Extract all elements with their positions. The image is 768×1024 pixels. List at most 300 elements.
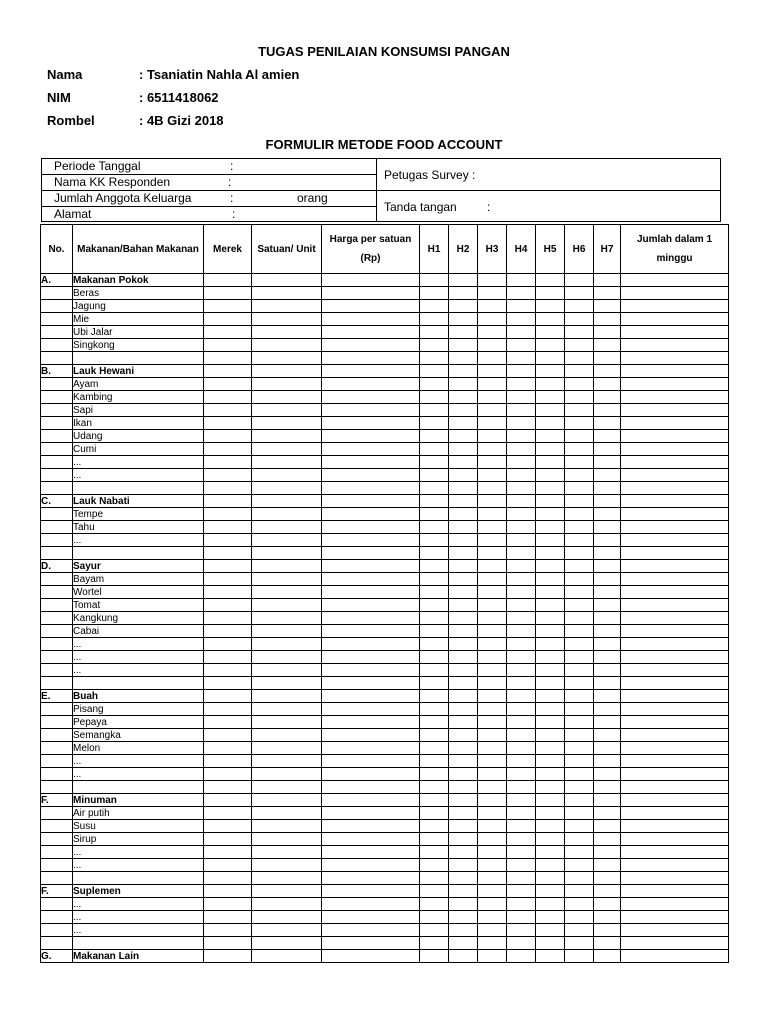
- entry-cell[interactable]: [565, 274, 594, 287]
- entry-cell[interactable]: [420, 755, 449, 768]
- entry-cell[interactable]: [322, 326, 420, 339]
- entry-cell[interactable]: [621, 781, 729, 794]
- entry-cell[interactable]: [420, 417, 449, 430]
- entry-cell[interactable]: [322, 664, 420, 677]
- entry-cell[interactable]: [449, 339, 478, 352]
- entry-cell[interactable]: [204, 638, 252, 651]
- entry-cell[interactable]: [322, 703, 420, 716]
- entry-cell[interactable]: [204, 274, 252, 287]
- entry-cell[interactable]: [478, 820, 507, 833]
- entry-cell[interactable]: [507, 482, 536, 495]
- entry-cell[interactable]: [252, 859, 322, 872]
- entry-cell[interactable]: [565, 664, 594, 677]
- entry-cell[interactable]: [594, 625, 621, 638]
- entry-cell[interactable]: [478, 274, 507, 287]
- entry-cell[interactable]: [449, 755, 478, 768]
- entry-cell[interactable]: [449, 768, 478, 781]
- entry-cell[interactable]: [252, 950, 322, 963]
- entry-cell[interactable]: [252, 599, 322, 612]
- entry-cell[interactable]: [322, 729, 420, 742]
- entry-cell[interactable]: [478, 807, 507, 820]
- entry-cell[interactable]: [252, 274, 322, 287]
- entry-cell[interactable]: [507, 326, 536, 339]
- entry-cell[interactable]: [507, 469, 536, 482]
- entry-cell[interactable]: [204, 612, 252, 625]
- entry-cell[interactable]: [252, 469, 322, 482]
- entry-cell[interactable]: [204, 924, 252, 937]
- entry-cell[interactable]: [478, 495, 507, 508]
- entry-cell[interactable]: [420, 287, 449, 300]
- entry-cell[interactable]: [594, 638, 621, 651]
- entry-cell[interactable]: [252, 794, 322, 807]
- entry-cell[interactable]: [478, 768, 507, 781]
- entry-cell[interactable]: [621, 937, 729, 950]
- entry-cell[interactable]: [204, 417, 252, 430]
- entry-cell[interactable]: [594, 781, 621, 794]
- entry-cell[interactable]: [621, 365, 729, 378]
- entry-cell[interactable]: [322, 274, 420, 287]
- entry-cell[interactable]: [536, 833, 565, 846]
- entry-cell[interactable]: [322, 677, 420, 690]
- entry-cell[interactable]: [594, 716, 621, 729]
- entry-cell[interactable]: [536, 768, 565, 781]
- entry-cell[interactable]: [565, 287, 594, 300]
- entry-cell[interactable]: [621, 859, 729, 872]
- entry-cell[interactable]: [420, 833, 449, 846]
- entry-cell[interactable]: [204, 586, 252, 599]
- entry-cell[interactable]: [594, 456, 621, 469]
- entry-cell[interactable]: [507, 495, 536, 508]
- entry-cell[interactable]: [565, 378, 594, 391]
- entry-cell[interactable]: [252, 326, 322, 339]
- entry-cell[interactable]: [621, 820, 729, 833]
- entry-cell[interactable]: [565, 924, 594, 937]
- entry-cell[interactable]: [594, 859, 621, 872]
- entry-cell[interactable]: [594, 742, 621, 755]
- entry-cell[interactable]: [565, 937, 594, 950]
- entry-cell[interactable]: [536, 898, 565, 911]
- entry-cell[interactable]: [536, 885, 565, 898]
- entry-cell[interactable]: [449, 560, 478, 573]
- entry-cell[interactable]: [565, 755, 594, 768]
- entry-cell[interactable]: [536, 807, 565, 820]
- entry-cell[interactable]: [420, 703, 449, 716]
- entry-cell[interactable]: [252, 768, 322, 781]
- entry-cell[interactable]: [507, 404, 536, 417]
- entry-cell[interactable]: [536, 703, 565, 716]
- entry-cell[interactable]: [420, 768, 449, 781]
- entry-cell[interactable]: [252, 742, 322, 755]
- entry-cell[interactable]: [478, 729, 507, 742]
- entry-cell[interactable]: [322, 456, 420, 469]
- entry-cell[interactable]: [478, 326, 507, 339]
- entry-cell[interactable]: [507, 820, 536, 833]
- entry-cell[interactable]: [204, 599, 252, 612]
- entry-cell[interactable]: [252, 313, 322, 326]
- entry-cell[interactable]: [507, 651, 536, 664]
- entry-cell[interactable]: [420, 638, 449, 651]
- entry-cell[interactable]: [449, 300, 478, 313]
- entry-cell[interactable]: [621, 443, 729, 456]
- entry-cell[interactable]: [565, 547, 594, 560]
- entry-cell[interactable]: [449, 729, 478, 742]
- entry-cell[interactable]: [507, 586, 536, 599]
- entry-cell[interactable]: [252, 573, 322, 586]
- entry-cell[interactable]: [322, 612, 420, 625]
- entry-cell[interactable]: [594, 703, 621, 716]
- entry-cell[interactable]: [478, 300, 507, 313]
- entry-cell[interactable]: [565, 898, 594, 911]
- entry-cell[interactable]: [594, 820, 621, 833]
- entry-cell[interactable]: [420, 443, 449, 456]
- entry-cell[interactable]: [507, 768, 536, 781]
- entry-cell[interactable]: [420, 547, 449, 560]
- entry-cell[interactable]: [594, 469, 621, 482]
- entry-cell[interactable]: [449, 625, 478, 638]
- entry-cell[interactable]: [478, 547, 507, 560]
- entry-cell[interactable]: [478, 950, 507, 963]
- entry-cell[interactable]: [565, 950, 594, 963]
- entry-cell[interactable]: [322, 833, 420, 846]
- entry-cell[interactable]: [565, 729, 594, 742]
- entry-cell[interactable]: [252, 443, 322, 456]
- entry-cell[interactable]: [565, 768, 594, 781]
- entry-cell[interactable]: [478, 313, 507, 326]
- entry-cell[interactable]: [594, 846, 621, 859]
- entry-cell[interactable]: [565, 625, 594, 638]
- entry-cell[interactable]: [536, 677, 565, 690]
- entry-cell[interactable]: [621, 612, 729, 625]
- entry-cell[interactable]: [252, 495, 322, 508]
- entry-cell[interactable]: [507, 755, 536, 768]
- entry-cell[interactable]: [536, 339, 565, 352]
- entry-cell[interactable]: [536, 781, 565, 794]
- entry-cell[interactable]: [594, 495, 621, 508]
- entry-cell[interactable]: [621, 664, 729, 677]
- entry-cell[interactable]: [536, 651, 565, 664]
- entry-cell[interactable]: [565, 820, 594, 833]
- entry-cell[interactable]: [507, 287, 536, 300]
- entry-cell[interactable]: [478, 508, 507, 521]
- entry-cell[interactable]: [449, 716, 478, 729]
- entry-cell[interactable]: [204, 742, 252, 755]
- entry-cell[interactable]: [507, 352, 536, 365]
- entry-cell[interactable]: [252, 430, 322, 443]
- entry-cell[interactable]: [204, 833, 252, 846]
- entry-cell[interactable]: [594, 872, 621, 885]
- entry-cell[interactable]: [478, 690, 507, 703]
- entry-cell[interactable]: [478, 443, 507, 456]
- entry-cell[interactable]: [252, 287, 322, 300]
- entry-cell[interactable]: [449, 651, 478, 664]
- entry-cell[interactable]: [322, 768, 420, 781]
- entry-cell[interactable]: [478, 560, 507, 573]
- entry-cell[interactable]: [322, 534, 420, 547]
- entry-cell[interactable]: [449, 664, 478, 677]
- entry-cell[interactable]: [594, 560, 621, 573]
- entry-cell[interactable]: [252, 352, 322, 365]
- entry-cell[interactable]: [536, 404, 565, 417]
- entry-cell[interactable]: [594, 677, 621, 690]
- entry-cell[interactable]: [478, 898, 507, 911]
- entry-cell[interactable]: [507, 534, 536, 547]
- entry-cell[interactable]: [621, 417, 729, 430]
- entry-cell[interactable]: [594, 547, 621, 560]
- entry-cell[interactable]: [565, 586, 594, 599]
- entry-cell[interactable]: [322, 365, 420, 378]
- entry-cell[interactable]: [536, 950, 565, 963]
- entry-cell[interactable]: [594, 768, 621, 781]
- entry-cell[interactable]: [478, 677, 507, 690]
- entry-cell[interactable]: [621, 430, 729, 443]
- entry-cell[interactable]: [507, 937, 536, 950]
- entry-cell[interactable]: [536, 300, 565, 313]
- entry-cell[interactable]: [594, 521, 621, 534]
- entry-cell[interactable]: [621, 586, 729, 599]
- entry-cell[interactable]: [449, 326, 478, 339]
- entry-cell[interactable]: [594, 534, 621, 547]
- entry-cell[interactable]: [594, 898, 621, 911]
- entry-cell[interactable]: [594, 924, 621, 937]
- entry-cell[interactable]: [449, 430, 478, 443]
- entry-cell[interactable]: [204, 469, 252, 482]
- entry-cell[interactable]: [252, 729, 322, 742]
- entry-cell[interactable]: [536, 547, 565, 560]
- entry-cell[interactable]: [478, 651, 507, 664]
- entry-cell[interactable]: [322, 313, 420, 326]
- entry-cell[interactable]: [594, 729, 621, 742]
- entry-cell[interactable]: [420, 339, 449, 352]
- entry-cell[interactable]: [565, 599, 594, 612]
- entry-cell[interactable]: [322, 742, 420, 755]
- entry-cell[interactable]: [420, 313, 449, 326]
- entry-cell[interactable]: [594, 807, 621, 820]
- entry-cell[interactable]: [420, 586, 449, 599]
- entry-cell[interactable]: [420, 950, 449, 963]
- entry-cell[interactable]: [252, 300, 322, 313]
- entry-cell[interactable]: [204, 937, 252, 950]
- entry-cell[interactable]: [252, 807, 322, 820]
- entry-cell[interactable]: [252, 872, 322, 885]
- entry-cell[interactable]: [594, 573, 621, 586]
- entry-cell[interactable]: [565, 365, 594, 378]
- entry-cell[interactable]: [322, 950, 420, 963]
- entry-cell[interactable]: [594, 482, 621, 495]
- entry-cell[interactable]: [322, 807, 420, 820]
- entry-cell[interactable]: [449, 547, 478, 560]
- entry-cell[interactable]: [507, 456, 536, 469]
- entry-cell[interactable]: [594, 651, 621, 664]
- entry-cell[interactable]: [478, 573, 507, 586]
- entry-cell[interactable]: [252, 417, 322, 430]
- entry-cell[interactable]: [449, 937, 478, 950]
- entry-cell[interactable]: [621, 885, 729, 898]
- entry-cell[interactable]: [322, 820, 420, 833]
- entry-cell[interactable]: [565, 794, 594, 807]
- entry-cell[interactable]: [594, 508, 621, 521]
- entry-cell[interactable]: [204, 716, 252, 729]
- entry-cell[interactable]: [536, 911, 565, 924]
- entry-cell[interactable]: [536, 573, 565, 586]
- entry-cell[interactable]: [449, 872, 478, 885]
- entry-cell[interactable]: [420, 508, 449, 521]
- entry-cell[interactable]: [594, 612, 621, 625]
- entry-cell[interactable]: [322, 300, 420, 313]
- entry-cell[interactable]: [252, 924, 322, 937]
- entry-cell[interactable]: [449, 599, 478, 612]
- entry-cell[interactable]: [420, 651, 449, 664]
- entry-cell[interactable]: [594, 833, 621, 846]
- entry-cell[interactable]: [420, 846, 449, 859]
- entry-cell[interactable]: [322, 443, 420, 456]
- entry-cell[interactable]: [594, 378, 621, 391]
- entry-cell[interactable]: [536, 417, 565, 430]
- entry-cell[interactable]: [204, 664, 252, 677]
- entry-cell[interactable]: [449, 508, 478, 521]
- entry-cell[interactable]: [420, 469, 449, 482]
- entry-cell[interactable]: [204, 352, 252, 365]
- entry-cell[interactable]: [420, 859, 449, 872]
- entry-cell[interactable]: [536, 313, 565, 326]
- entry-cell[interactable]: [478, 365, 507, 378]
- entry-cell[interactable]: [420, 482, 449, 495]
- entry-cell[interactable]: [507, 508, 536, 521]
- entry-cell[interactable]: [594, 326, 621, 339]
- entry-cell[interactable]: [621, 755, 729, 768]
- entry-cell[interactable]: [507, 898, 536, 911]
- entry-cell[interactable]: [204, 781, 252, 794]
- entry-cell[interactable]: [420, 599, 449, 612]
- entry-cell[interactable]: [322, 599, 420, 612]
- entry-cell[interactable]: [449, 781, 478, 794]
- entry-cell[interactable]: [594, 274, 621, 287]
- entry-cell[interactable]: [536, 274, 565, 287]
- entry-cell[interactable]: [204, 859, 252, 872]
- entry-cell[interactable]: [536, 690, 565, 703]
- entry-cell[interactable]: [478, 599, 507, 612]
- entry-cell[interactable]: [536, 326, 565, 339]
- entry-cell[interactable]: [252, 521, 322, 534]
- entry-cell[interactable]: [565, 508, 594, 521]
- entry-cell[interactable]: [420, 664, 449, 677]
- entry-cell[interactable]: [565, 690, 594, 703]
- entry-cell[interactable]: [420, 794, 449, 807]
- entry-cell[interactable]: [322, 924, 420, 937]
- entry-cell[interactable]: [565, 352, 594, 365]
- entry-cell[interactable]: [420, 716, 449, 729]
- entry-cell[interactable]: [536, 365, 565, 378]
- entry-cell[interactable]: [420, 677, 449, 690]
- entry-cell[interactable]: [252, 404, 322, 417]
- entry-cell[interactable]: [204, 651, 252, 664]
- entry-cell[interactable]: [594, 690, 621, 703]
- entry-cell[interactable]: [565, 443, 594, 456]
- entry-cell[interactable]: [594, 352, 621, 365]
- entry-cell[interactable]: [322, 846, 420, 859]
- entry-cell[interactable]: [478, 911, 507, 924]
- entry-cell[interactable]: [322, 508, 420, 521]
- entry-cell[interactable]: [322, 638, 420, 651]
- entry-cell[interactable]: [478, 586, 507, 599]
- entry-cell[interactable]: [449, 495, 478, 508]
- entry-cell[interactable]: [420, 820, 449, 833]
- entry-cell[interactable]: [565, 742, 594, 755]
- entry-cell[interactable]: [204, 885, 252, 898]
- entry-cell[interactable]: [594, 391, 621, 404]
- entry-cell[interactable]: [621, 651, 729, 664]
- entry-cell[interactable]: [420, 573, 449, 586]
- entry-cell[interactable]: [594, 937, 621, 950]
- entry-cell[interactable]: [594, 443, 621, 456]
- entry-cell[interactable]: [252, 339, 322, 352]
- entry-cell[interactable]: [449, 846, 478, 859]
- entry-cell[interactable]: [478, 625, 507, 638]
- entry-cell[interactable]: [252, 625, 322, 638]
- entry-cell[interactable]: [204, 768, 252, 781]
- entry-cell[interactable]: [565, 495, 594, 508]
- entry-cell[interactable]: [594, 287, 621, 300]
- entry-cell[interactable]: [536, 560, 565, 573]
- entry-cell[interactable]: [565, 534, 594, 547]
- entry-cell[interactable]: [420, 391, 449, 404]
- entry-cell[interactable]: [252, 716, 322, 729]
- entry-cell[interactable]: [621, 521, 729, 534]
- entry-cell[interactable]: [565, 833, 594, 846]
- entry-cell[interactable]: [252, 560, 322, 573]
- entry-cell[interactable]: [204, 547, 252, 560]
- entry-cell[interactable]: [621, 469, 729, 482]
- entry-cell[interactable]: [252, 885, 322, 898]
- entry-cell[interactable]: [252, 690, 322, 703]
- entry-cell[interactable]: [204, 573, 252, 586]
- entry-cell[interactable]: [204, 625, 252, 638]
- entry-cell[interactable]: [621, 846, 729, 859]
- entry-cell[interactable]: [204, 690, 252, 703]
- entry-cell[interactable]: [507, 742, 536, 755]
- entry-cell[interactable]: [322, 469, 420, 482]
- entry-cell[interactable]: [204, 729, 252, 742]
- entry-cell[interactable]: [565, 911, 594, 924]
- entry-cell[interactable]: [322, 339, 420, 352]
- entry-cell[interactable]: [449, 378, 478, 391]
- entry-cell[interactable]: [507, 781, 536, 794]
- entry-cell[interactable]: [594, 365, 621, 378]
- entry-cell[interactable]: [449, 833, 478, 846]
- entry-cell[interactable]: [204, 807, 252, 820]
- entry-cell[interactable]: [204, 950, 252, 963]
- entry-cell[interactable]: [621, 638, 729, 651]
- entry-cell[interactable]: [322, 690, 420, 703]
- entry-cell[interactable]: [204, 755, 252, 768]
- entry-cell[interactable]: [536, 521, 565, 534]
- entry-cell[interactable]: [449, 885, 478, 898]
- entry-cell[interactable]: [507, 833, 536, 846]
- entry-cell[interactable]: [621, 339, 729, 352]
- entry-cell[interactable]: [420, 326, 449, 339]
- entry-cell[interactable]: [449, 677, 478, 690]
- entry-cell[interactable]: [536, 599, 565, 612]
- entry-cell[interactable]: [594, 755, 621, 768]
- entry-cell[interactable]: [420, 274, 449, 287]
- entry-cell[interactable]: [594, 950, 621, 963]
- entry-cell[interactable]: [478, 781, 507, 794]
- entry-cell[interactable]: [420, 300, 449, 313]
- entry-cell[interactable]: [621, 495, 729, 508]
- entry-cell[interactable]: [449, 703, 478, 716]
- entry-cell[interactable]: [449, 313, 478, 326]
- entry-cell[interactable]: [420, 911, 449, 924]
- entry-cell[interactable]: [536, 794, 565, 807]
